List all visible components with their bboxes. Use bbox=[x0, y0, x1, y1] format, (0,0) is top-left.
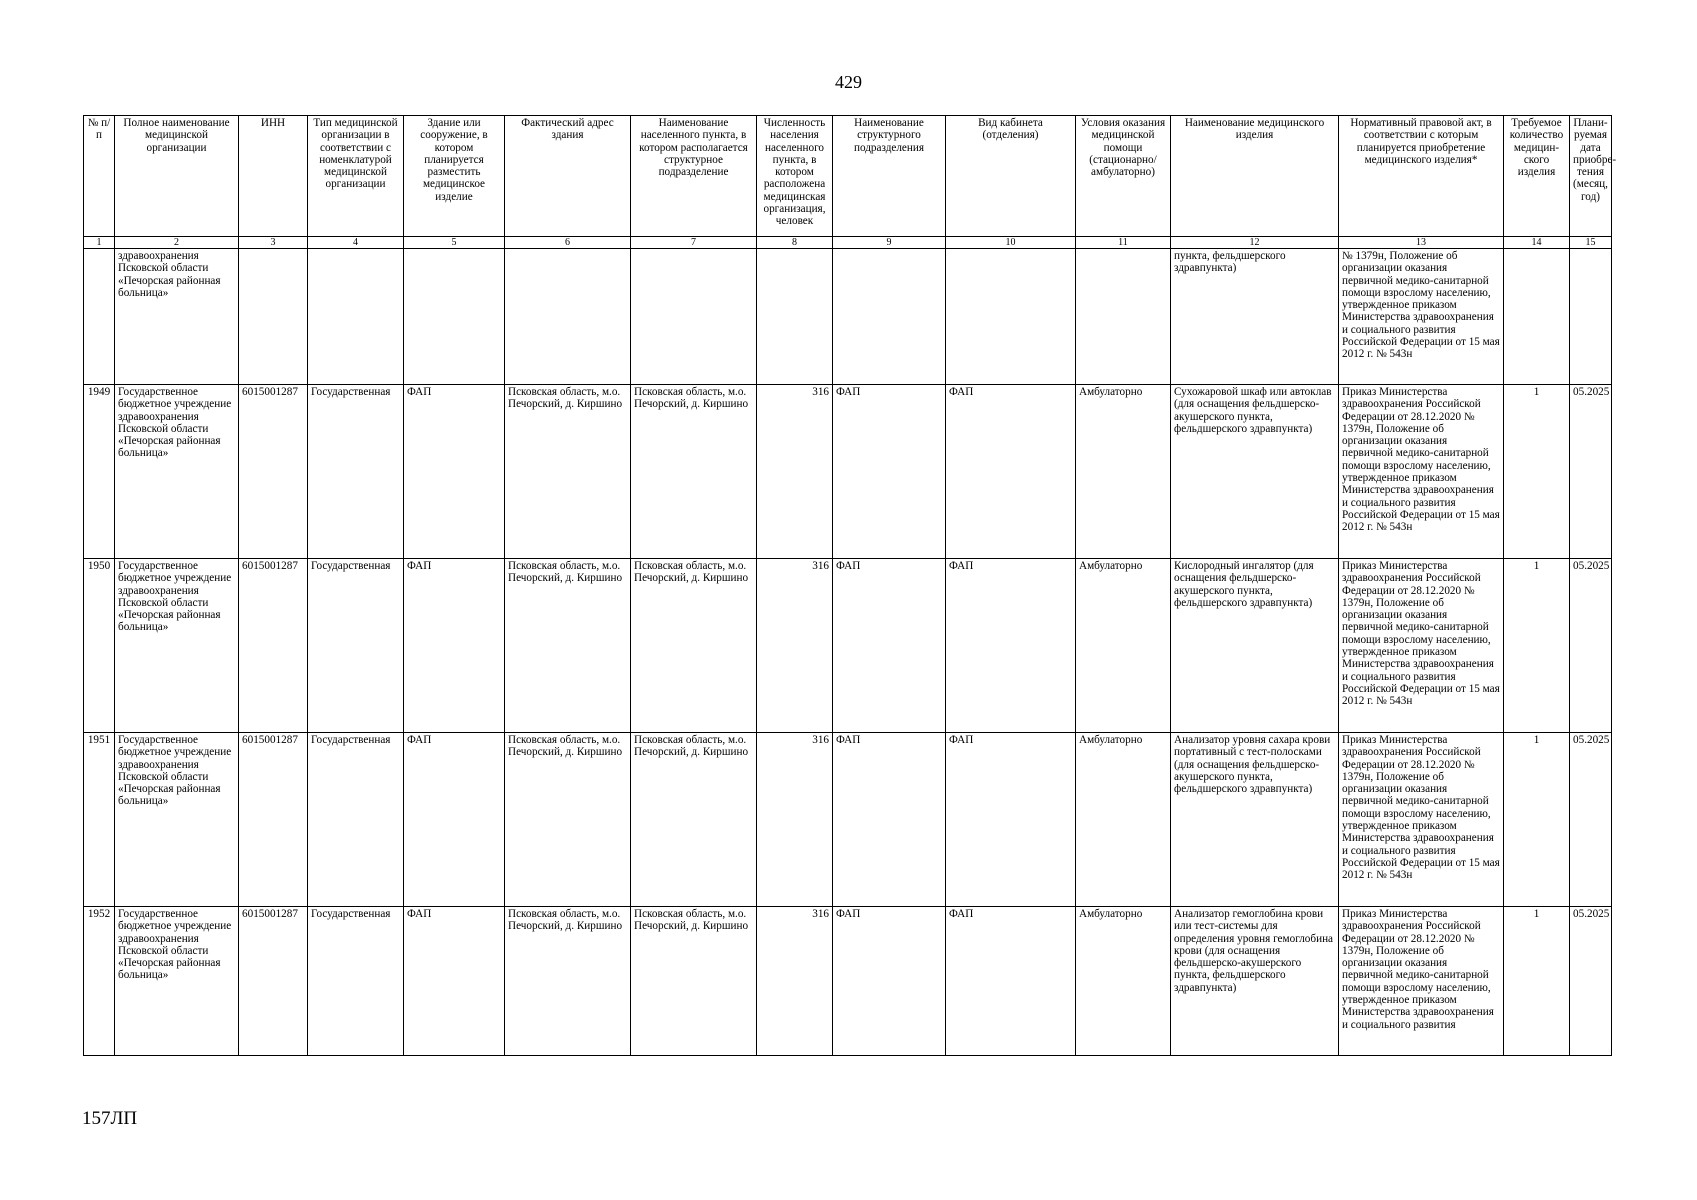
act-cell: № 1379н, Положение об организации оказания первичной медико-санитарной помощи взрослому населению, утвержденное приказом Министерства здравоохранения и социального развития Российской Федерации от 15 мая 2012 г. № 543н bbox=[1339, 249, 1504, 385]
unit-cell: ФАП bbox=[833, 385, 946, 559]
organization-cell: Государственное бюджетное учреждение здравоохранения Псковской области «Печорская районная больница» bbox=[115, 907, 239, 1056]
act-cell: Приказ Министерства здравоохранения Российской Федерации от 28.12.2020 № 1379н, Положение об организации оказания первичной медико-санитарной помощи взрослому населению, утвержденное приказом Министерства здравоохранения и социального развития bbox=[1339, 907, 1504, 1056]
building-cell: ФАП bbox=[404, 907, 505, 1056]
column-header: Здание или сооружение, в котором планируется разместить медицинское изделие bbox=[404, 116, 505, 237]
device-cell: Анализатор гемоглобина крови или тест-системы для определения уровня гемоглобина крови (для оснащения фельдшерско-акушерского пункта, фельдшерского здравпункта) bbox=[1171, 907, 1339, 1056]
column-header: Фактический адрес здания bbox=[505, 116, 631, 237]
settlement-cell: Псковская область, м.о. Печорский, д. Киршино bbox=[631, 907, 757, 1056]
column-header: Требуемое количество медицин-ского изделия bbox=[1504, 116, 1570, 237]
org-type-cell: Государственная bbox=[308, 733, 404, 907]
column-number: 11 bbox=[1076, 237, 1171, 249]
settlement-cell: Псковская область, м.о. Печорский, д. Киршино bbox=[631, 559, 757, 733]
building-cell: ФАП bbox=[404, 385, 505, 559]
org-type-cell: Государственная bbox=[308, 385, 404, 559]
device-cell: пункта, фельдшерского здравпункта) bbox=[1171, 249, 1339, 385]
org-type-cell: Государственная bbox=[308, 907, 404, 1056]
table-row bbox=[84, 733, 1612, 907]
inn-cell: 6015001287 bbox=[239, 907, 308, 1056]
column-number: 4 bbox=[308, 237, 404, 249]
cabinet-cell: ФАП bbox=[946, 559, 1076, 733]
organization-cell: Государственное бюджетное учреждение здравоохранения Псковской области «Печорская районная больница» bbox=[115, 559, 239, 733]
org-type-cell: Государственная bbox=[308, 559, 404, 733]
column-number: 15 bbox=[1570, 237, 1612, 249]
column-header: Нормативный правовой акт, в соответствии с которым планируется приобретение медицинского изделия* bbox=[1339, 116, 1504, 237]
settlement-cell: Псковская область, м.о. Печорский, д. Киршино bbox=[631, 385, 757, 559]
column-number: 3 bbox=[239, 237, 308, 249]
column-header: Наименование структурного подразделения bbox=[833, 116, 946, 237]
unit-cell: ФАП bbox=[833, 907, 946, 1056]
column-number: 8 bbox=[757, 237, 833, 249]
column-number: 1 bbox=[84, 237, 115, 249]
column-number: 9 bbox=[833, 237, 946, 249]
quantity-cell: 1 bbox=[1504, 385, 1570, 559]
inn-cell: 6015001287 bbox=[239, 733, 308, 907]
quantity-cell: 1 bbox=[1504, 733, 1570, 907]
row-number: 1952 bbox=[84, 907, 115, 1056]
device-cell: Кислородный ингалятор (для оснащения фельдшерско-акушерского пункта, фельдшерского здравпункта) bbox=[1171, 559, 1339, 733]
conditions-cell: Амбулаторно bbox=[1076, 385, 1171, 559]
column-number: 7 bbox=[631, 237, 757, 249]
column-header: ИНН bbox=[239, 116, 308, 237]
table-row bbox=[84, 907, 1612, 1056]
header-row bbox=[84, 116, 1612, 237]
inn-cell: 6015001287 bbox=[239, 559, 308, 733]
population-cell: 316 bbox=[757, 733, 833, 907]
footer-code: 157ЛП bbox=[82, 1108, 138, 1129]
row-number: 1950 bbox=[84, 559, 115, 733]
column-number: 6 bbox=[505, 237, 631, 249]
address-cell: Псковская область, м.о. Печорский, д. Киршино bbox=[505, 559, 631, 733]
date-cell: 05.2025 bbox=[1570, 385, 1612, 559]
table-row bbox=[84, 559, 1612, 733]
column-header: Полное наименование медицинской организации bbox=[115, 116, 239, 237]
act-cell: Приказ Министерства здравоохранения Российской Федерации от 28.12.2020 № 1379н, Положение об организации оказания первичной медико-санитарной помощи взрослому населению, утвержденное приказом Министерства здравоохранения и социального развития Российской Федерации от 15 мая 2012 г. № 543н bbox=[1339, 559, 1504, 733]
inn-cell: 6015001287 bbox=[239, 385, 308, 559]
unit-cell: ФАП bbox=[833, 559, 946, 733]
conditions-cell: Амбулаторно bbox=[1076, 559, 1171, 733]
column-header: Наименование медицинского изделия bbox=[1171, 116, 1339, 237]
organization-cell: Государственное бюджетное учреждение здравоохранения Псковской области «Печорская районная больница» bbox=[115, 733, 239, 907]
device-cell: Сухожаровой шкаф или автоклав (для оснащения фельдшерско-акушерского пункта, фельдшерского здравпункта) bbox=[1171, 385, 1339, 559]
column-header: Плани-руемая дата приобре-тения (месяц, год) bbox=[1570, 116, 1612, 237]
column-number: 5 bbox=[404, 237, 505, 249]
population-cell: 316 bbox=[757, 385, 833, 559]
population-cell: 316 bbox=[757, 559, 833, 733]
column-header: Численность населения населенного пункта, в котором расположена медицинская организация, человек bbox=[757, 116, 833, 237]
column-number: 13 bbox=[1339, 237, 1504, 249]
column-header: Условия оказания медицинской помощи (стационарно/ амбулаторно) bbox=[1076, 116, 1171, 237]
cabinet-cell: ФАП bbox=[946, 733, 1076, 907]
device-cell: Анализатор уровня сахара крови портативный с тест-полосками (для оснащения фельдшерско-акушерского пункта, фельдшерского здравпункта) bbox=[1171, 733, 1339, 907]
population-cell: 316 bbox=[757, 907, 833, 1056]
unit-cell: ФАП bbox=[833, 733, 946, 907]
organization-cell: Государственное бюджетное учреждение здравоохранения Псковской области «Печорская районная больница» bbox=[115, 385, 239, 559]
act-cell: Приказ Министерства здравоохранения Российской Федерации от 28.12.2020 № 1379н, Положение об организации оказания первичной медико-санитарной помощи взрослому населению, утвержденное приказом Министерства здравоохранения и социального развития Российской Федерации от 15 мая 2012 г. № 543н bbox=[1339, 385, 1504, 559]
organization-cell: здравоохранения Псковской области «Печорская районная больница» bbox=[115, 249, 239, 385]
settlement-cell: Псковская область, м.о. Печорский, д. Киршино bbox=[631, 733, 757, 907]
page-number: 429 bbox=[835, 72, 862, 92]
cabinet-cell: ФАП bbox=[946, 907, 1076, 1056]
row-number: 1951 bbox=[84, 733, 115, 907]
date-cell: 05.2025 bbox=[1570, 907, 1612, 1056]
address-cell: Псковская область, м.о. Печорский, д. Киршино bbox=[505, 733, 631, 907]
building-cell: ФАП bbox=[404, 559, 505, 733]
column-number: 10 bbox=[946, 237, 1076, 249]
column-header: Вид кабинета (отделения) bbox=[946, 116, 1076, 237]
cabinet-cell: ФАП bbox=[946, 385, 1076, 559]
row-number: 1949 bbox=[84, 385, 115, 559]
column-number: 14 bbox=[1504, 237, 1570, 249]
quantity-cell: 1 bbox=[1504, 907, 1570, 1056]
act-cell: Приказ Министерства здравоохранения Российской Федерации от 28.12.2020 № 1379н, Положение об организации оказания первичной медико-санитарной помощи взрослому населению, утвержденное приказом Министерства здравоохранения и социального развития Российской Федерации от 15 мая 2012 г. № 543н bbox=[1339, 733, 1504, 907]
device-register-table bbox=[83, 115, 1617, 1056]
column-number: 2 bbox=[115, 237, 239, 249]
address-cell: Псковская область, м.о. Печорский, д. Киршино bbox=[505, 907, 631, 1056]
date-cell: 05.2025 bbox=[1570, 733, 1612, 907]
column-number-row bbox=[84, 237, 1612, 249]
table-row bbox=[84, 385, 1612, 559]
building-cell: ФАП bbox=[404, 733, 505, 907]
column-number: 12 bbox=[1171, 237, 1339, 249]
column-header: Наименование населенного пункта, в котором располагается структурное подразделение bbox=[631, 116, 757, 237]
address-cell: Псковская область, м.о. Печорский, д. Киршино bbox=[505, 385, 631, 559]
date-cell: 05.2025 bbox=[1570, 559, 1612, 733]
conditions-cell: Амбулаторно bbox=[1076, 733, 1171, 907]
column-header: № п/п bbox=[84, 116, 115, 237]
continuation-row bbox=[84, 249, 1612, 385]
quantity-cell: 1 bbox=[1504, 559, 1570, 733]
conditions-cell: Амбулаторно bbox=[1076, 907, 1171, 1056]
column-header: Тип медицинской организации в соответствии с номенклатурой медицинской организации bbox=[308, 116, 404, 237]
